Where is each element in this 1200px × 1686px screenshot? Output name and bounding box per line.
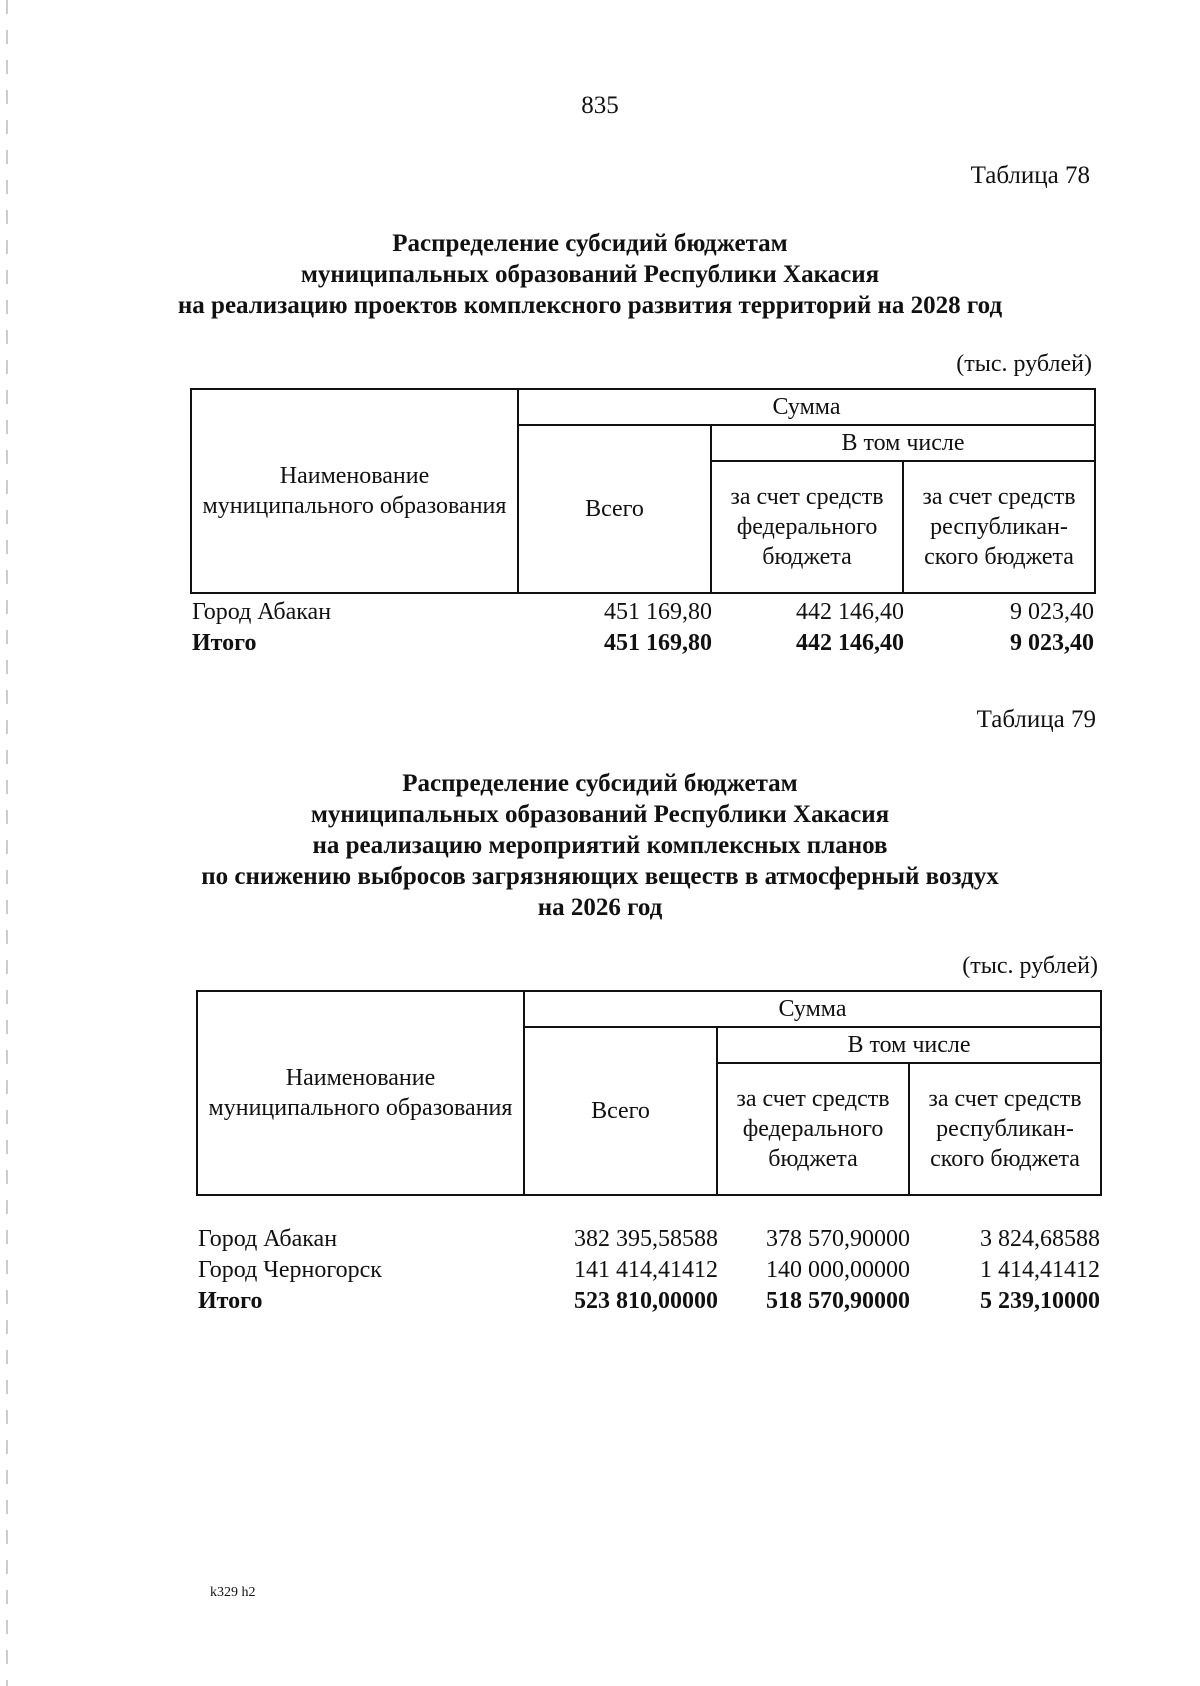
row-total: 451 169,80 — [604, 599, 712, 625]
header-federal: за счет средств федерального бюджета — [711, 461, 903, 593]
header-federal: за счет средств федерального бюджета — [717, 1063, 909, 1195]
header-sum: Сумма — [518, 389, 1095, 425]
row-republic: 3 824,68588 — [980, 1226, 1100, 1252]
table-78-units: (тыс. рублей) — [956, 351, 1092, 377]
row-federal: 140 000,00000 — [766, 1257, 910, 1283]
row-republic: 9 023,40 — [1010, 599, 1094, 625]
header-total: Всего — [518, 425, 711, 593]
scan-edge-artifact — [6, 0, 8, 1686]
header-including: В том числе — [717, 1027, 1101, 1063]
title-line: по снижению выбросов загрязняющих веществ в атмосферный воздух — [201, 863, 999, 890]
title-line: на реализацию мероприятий комплексных планов — [312, 832, 888, 859]
row-total: 382 395,58588 — [574, 1226, 718, 1252]
row-republic: 1 414,41412 — [980, 1257, 1100, 1283]
row-name: Город Абакан — [198, 1226, 338, 1252]
table-row — [192, 597, 1094, 628]
table-78-header — [190, 388, 1096, 594]
header-republic: за счет средств республикан-ского бюджета — [903, 461, 1095, 593]
table-78-title — [140, 228, 1040, 321]
total-total: 451 169,80 — [604, 630, 712, 656]
page-number: 835 — [581, 92, 619, 119]
header-republic: за счет средств республикан-ского бюджета — [909, 1063, 1101, 1195]
total-republic: 5 239,10000 — [980, 1288, 1100, 1314]
total-row — [198, 1286, 1100, 1317]
row-federal: 442 146,40 — [796, 599, 904, 625]
title-line: на реализацию проектов комплексного развития территорий на 2028 год — [177, 292, 1003, 319]
row-federal: 378 570,90000 — [766, 1226, 910, 1252]
row-name: Город Абакан — [192, 599, 332, 625]
table-row — [198, 1255, 1100, 1286]
header-name: Наименование муниципального образования — [191, 389, 518, 593]
total-republic: 9 023,40 — [1010, 630, 1094, 656]
header-total: Всего — [524, 1027, 717, 1195]
table-79-label: Таблица 79 — [976, 706, 1096, 733]
total-name: Итого — [198, 1288, 263, 1314]
table-79-units: (тыс. рублей) — [962, 953, 1098, 979]
header-including: В том числе — [711, 425, 1095, 461]
title-line: Распределение субсидий бюджетам — [392, 230, 788, 257]
total-total: 523 810,00000 — [574, 1288, 718, 1314]
total-federal: 518 570,90000 — [766, 1288, 910, 1314]
table-79-title — [150, 768, 1050, 923]
title-line: муниципальных образований Республики Хакасия — [300, 261, 880, 288]
table-row — [198, 1224, 1100, 1255]
title-line: на 2026 год — [537, 894, 663, 921]
row-name: Город Черногорск — [198, 1257, 382, 1283]
title-line: муниципальных образований Республики Хакасия — [310, 801, 890, 828]
table-79-header — [196, 990, 1102, 1196]
total-federal: 442 146,40 — [796, 630, 904, 656]
footer-code: k329 h2 — [210, 1585, 256, 1600]
table-78-label: Таблица 78 — [970, 162, 1090, 189]
title-line: Распределение субсидий бюджетам — [402, 770, 798, 797]
total-name: Итого — [192, 630, 257, 656]
row-total: 141 414,41412 — [574, 1257, 718, 1283]
table-79-body — [198, 1224, 1100, 1317]
header-name: Наименование муниципального образования — [197, 991, 524, 1195]
total-row — [192, 628, 1094, 659]
header-sum: Сумма — [524, 991, 1101, 1027]
table-78-body — [192, 597, 1094, 659]
